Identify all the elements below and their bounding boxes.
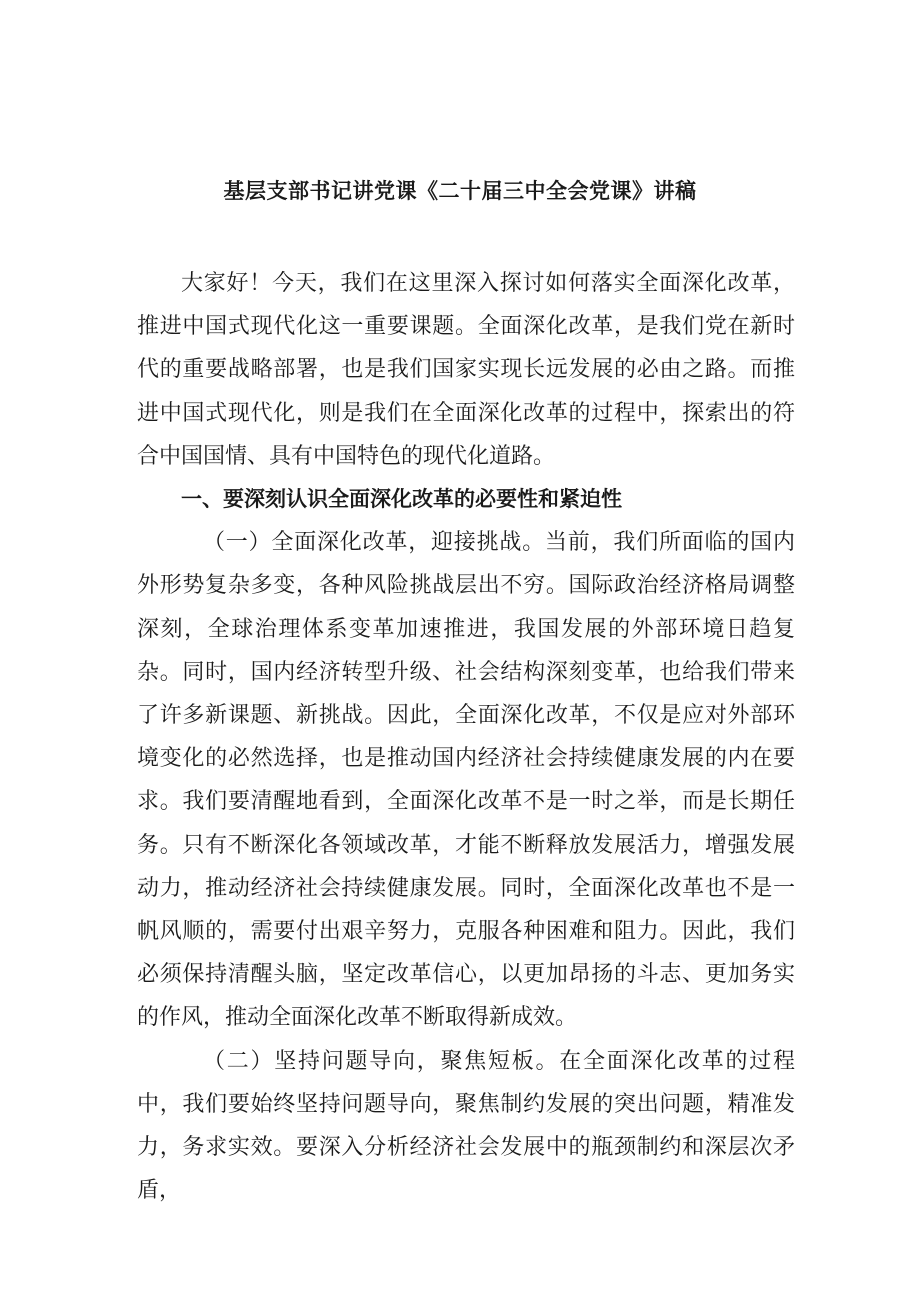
document-body <box>137 262 795 1212</box>
intro-paragraph: 大家好！今天，我们在这里深入探讨如何落实全面深化改革，推进中国式现代化这一重要课题。全面深化改革，是我们党在新时代的重要战略部署，也是我们国家实现长远发展的必由之路。而推进中国式现代化，则是我们在全面深化改革的过程中，探索出的符合中国国情、具有中国特色的现代化道路。 <box>137 271 795 469</box>
subsection-paragraph-1: （一）全面深化改革，迎接挑战。当前，我们所面临的国内外形势复杂多变，各种风险挑战层出不穷。国际政治经济格局调整深刻，全球治理体系变革加速推进，我国发展的外部环境日趋复杂。同时，国内经济转型升级、社会结构深刻变革，也给我们带来了许多新课题、新挑战。因此，全面深化改革，不仅是应对外部环境变化的必然选择，也是推动国内经济社会持续健康发展的内在要求。我们要清醒地看到，全面深化改革不是一时之举，而是长期任务。只有不断深化各领域改革，才能不断释放发展活力，增强发展动力，推动经济社会持续健康发展。同时，全面深化改革也不是一帆风顺的，需要付出艰辛努力，克服各种困难和阻力。因此，我们必须保持清醒头脑，坚定改革信心，以更加昂扬的斗志、更加务实的作风，推动全面深化改革不断取得新成效。 <box>137 530 795 1031</box>
subsection-paragraph-2: （二）坚持问题导向，聚焦短板。在全面深化改革的过程中，我们要始终坚持问题导向，聚焦制约发展的突出问题，精准发力，务求实效。要深入分析经济社会发展中的瓶颈制约和深层次矛盾， <box>137 1048 795 1204</box>
document-title: 基层支部书记讲党课《二十届三中全会党课》讲稿 <box>223 179 697 203</box>
section-heading: 一、要深刻认识全面深化改革的必要性和紧迫性 <box>181 487 622 512</box>
